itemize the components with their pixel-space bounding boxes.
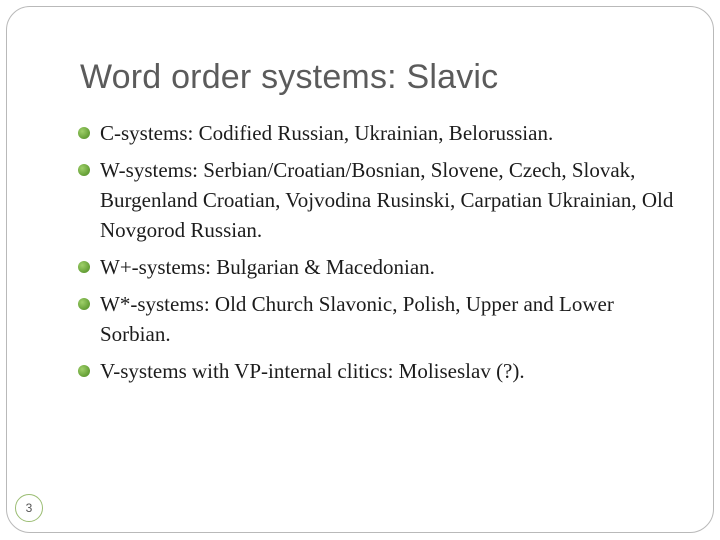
bullet-text: W-systems: Serbian/Croatian/Bosnian, Slovene, Czech, Slovak, Burgenland Croatian, Vojvodina Rusinski, Carpatian Ukrainian, Old Novgorod Russian.: [100, 158, 674, 242]
bullet-text: C-systems: Codified Russian, Ukrainian, Belorussian.: [100, 121, 554, 145]
bullet-text: W*-systems: Old Church Slavonic, Polish, Upper and Lower Sorbian.: [100, 292, 614, 346]
bullet-item: [78, 155, 688, 245]
bullet-item: [78, 118, 688, 148]
slide-title: Word order systems: Slavic: [80, 58, 499, 96]
bullet-item: [78, 356, 688, 386]
bullet-dot-icon: [78, 127, 90, 139]
bullet-text: V-systems with VP-internal clitics: Moliseslav (?).: [100, 359, 525, 383]
bullet-text: W+-systems: Bulgarian & Macedonian.: [100, 255, 435, 279]
slide-number-badge: 3: [15, 494, 43, 522]
bullet-list: [78, 118, 688, 393]
bullet-dot-icon: [78, 365, 90, 377]
bullet-dot-icon: [78, 298, 90, 310]
bullet-dot-icon: [78, 164, 90, 176]
bullet-dot-icon: [78, 261, 90, 273]
bullet-item: [78, 252, 688, 282]
bullet-item: [78, 289, 688, 349]
